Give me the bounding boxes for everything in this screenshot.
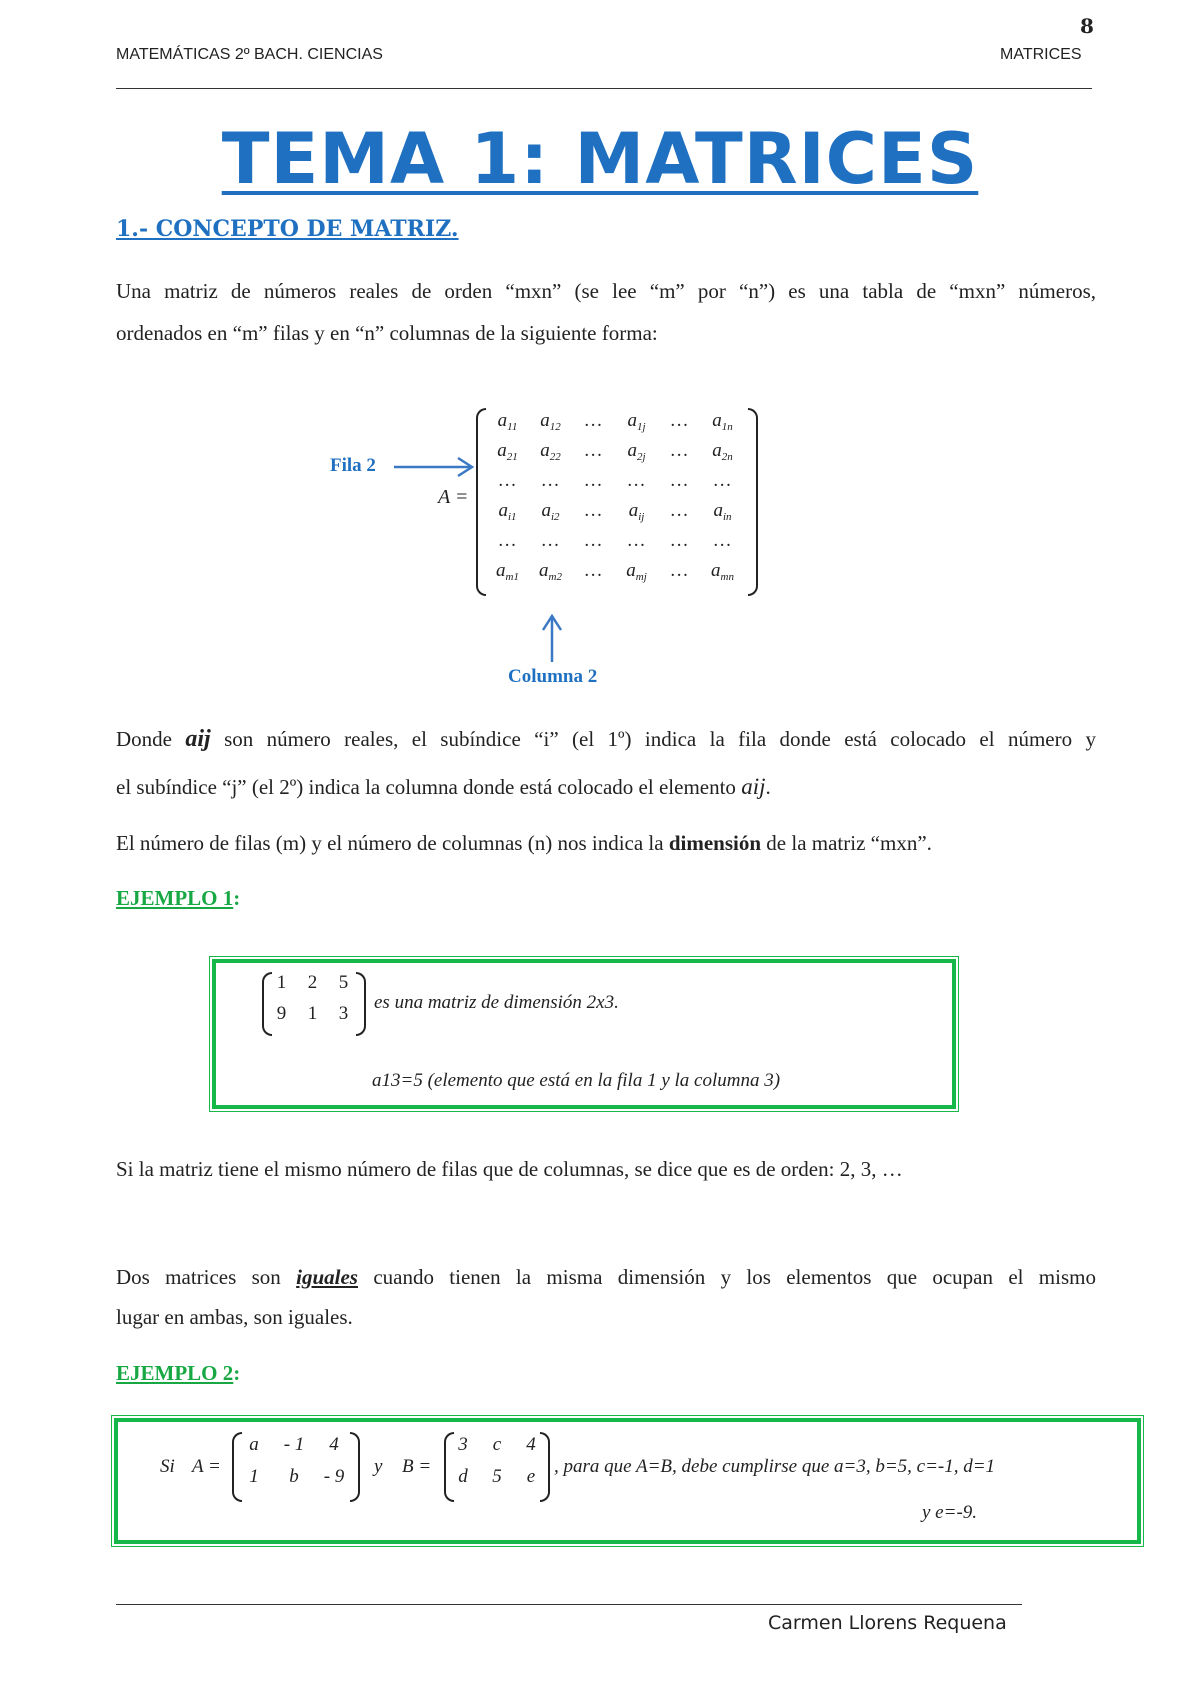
example-1-note: a13=5 (elemento que está en la fila 1 y la columna 3) (372, 1070, 781, 1091)
matrix-cell: $a_{m2}$ (539, 560, 562, 583)
matrix-cell: $a_{in}$ (713, 500, 732, 523)
matrix-cell: … (714, 470, 731, 491)
matrix-cell: 1 (276, 972, 287, 993)
matrix-cell: e (526, 1466, 536, 1487)
example-2-matrix-b (446, 1434, 550, 1498)
fila-label: Fila 2 (330, 455, 376, 476)
matrix-cell: a (249, 1434, 259, 1455)
header-left: MATEMÁTICAS 2º BACH. CIENCIAS (116, 46, 383, 63)
matrix-cell: … (714, 530, 731, 551)
matrix-cell: … (671, 530, 688, 551)
matrix-cell: … (671, 500, 688, 521)
example-1-label: EJEMPLO 1: (116, 886, 241, 910)
matrix-cell: … (671, 560, 688, 581)
general-matrix (486, 410, 746, 590)
matrix-cell: c (492, 1434, 502, 1455)
matrix-cell: $a_{22}$ (540, 440, 561, 463)
general-matrix-right-paren (748, 408, 758, 596)
matrix-cell: 1 (307, 1003, 318, 1024)
page-title: TEMA 1: MATRICES (221, 118, 979, 200)
matrix-name: A = (438, 486, 469, 508)
columna-arrow-icon (540, 614, 564, 664)
matrix-cell: $a_{2n}$ (712, 440, 733, 463)
example-2-a-name: A = (192, 1456, 221, 1477)
matrix-cell: 4 (526, 1434, 536, 1455)
matrix-cell: 3 (458, 1434, 468, 1455)
matrix-cell: … (585, 440, 602, 461)
matrix-cell: $a_{i2}$ (541, 500, 560, 523)
intro-line-1: Una matriz de números reales de orden “mxn” (se lee “m” por “n”) es una tabla de “mxn” números, (116, 279, 1096, 303)
matrix-cell: … (628, 530, 645, 551)
matrix-cell: 5 (492, 1466, 502, 1487)
matrix-cell: 4 (329, 1434, 339, 1455)
example-2-condition-2: y e=-9. (922, 1502, 978, 1523)
equal-line-1: Dos matrices son iguales cuando tienen la misma dimensión y los elementos que ocupan el mismo (116, 1265, 1096, 1289)
matrix-cell: … (542, 530, 559, 551)
page-number: 8 (1080, 14, 1094, 38)
matrix-cell: $a_{ij}$ (628, 500, 645, 523)
matrix-cell: $a_{mj}$ (626, 560, 647, 583)
square-line: Si la matriz tiene el mismo número de filas que de columnas, se dice que es de orden: 2, 3, … (116, 1157, 903, 1181)
matrix-cell: 3 (338, 1003, 349, 1024)
matrix-cell: b (289, 1466, 299, 1487)
dimension-line: El número de filas (m) y el número de columnas (n) nos indica la dimensión de la matriz “mxn”. (116, 831, 932, 855)
donde-line-2: el subíndice “j” (el 2º) indica la columna donde está colocado el elemento aij. (116, 774, 771, 799)
matrix-cell: d (458, 1466, 468, 1487)
matrix-cell: … (585, 530, 602, 551)
footer-rule (116, 1604, 1022, 1605)
matrix-cell: 1 (249, 1466, 259, 1487)
header-right: MATRICES (1000, 46, 1082, 63)
matrix-cell: … (628, 470, 645, 491)
matrix-cell: $a_{11}$ (497, 410, 518, 433)
matrix-cell: $a_{1j}$ (627, 410, 646, 433)
matrix-cell: … (499, 470, 516, 491)
fila-arrow-icon (392, 455, 476, 479)
footer-author: Carmen Llorens Requena (768, 1612, 1007, 1634)
example-2-y: y (374, 1456, 383, 1477)
matrix-cell: 9 (276, 1003, 287, 1024)
example-2-b-name: B = (402, 1456, 432, 1477)
matrix-cell: $a_{i1}$ (498, 500, 517, 523)
equal-line-2: lugar en ambas, son iguales. (116, 1305, 353, 1329)
columna-label: Columna 2 (508, 666, 598, 687)
example-2-label: EJEMPLO 2: (116, 1361, 241, 1385)
matrix-cell: … (671, 440, 688, 461)
donde-line-1: Donde aij son número reales, el subíndice “i” (el 1º) indica la fila donde está colocado el número y (116, 726, 1096, 752)
matrix-cell: … (671, 470, 688, 491)
matrix-cell: $a_{2j}$ (627, 440, 646, 463)
general-matrix-left-paren (476, 408, 486, 596)
example-2-si: Si (160, 1456, 175, 1477)
example-2-matrix-a (234, 1434, 360, 1498)
matrix-cell: … (585, 410, 602, 431)
matrix-cell: 5 (338, 972, 349, 993)
matrix-cell: … (671, 410, 688, 431)
matrix-cell: - 1 (283, 1434, 305, 1455)
matrix-cell: … (585, 470, 602, 491)
matrix-cell: $a_{mn}$ (711, 560, 734, 583)
matrix-cell: - 9 (323, 1466, 345, 1487)
matrix-cell: $a_{m1}$ (496, 560, 519, 583)
header-rule (116, 88, 1092, 89)
example-1-text: es una matriz de dimensión 2x3. (374, 992, 619, 1013)
intro-line-2: ordenados en “m” filas y en “n” columnas de la siguiente forma: (116, 321, 658, 345)
example-1-matrix (266, 972, 366, 1034)
matrix-cell: … (542, 470, 559, 491)
section-heading: 1.- CONCEPTO DE MATRIZ. (116, 216, 459, 242)
matrix-cell: $a_{12}$ (540, 410, 561, 433)
matrix-cell: $a_{21}$ (497, 440, 518, 463)
matrix-cell: $a_{1n}$ (712, 410, 733, 433)
matrix-cell: … (499, 530, 516, 551)
matrix-cell: … (585, 500, 602, 521)
matrix-cell: 2 (307, 972, 318, 993)
example-2-condition: , para que A=B, debe cumplirse que a=3, b=5, c=-1, d=1 (554, 1456, 996, 1477)
matrix-cell: … (585, 560, 602, 581)
